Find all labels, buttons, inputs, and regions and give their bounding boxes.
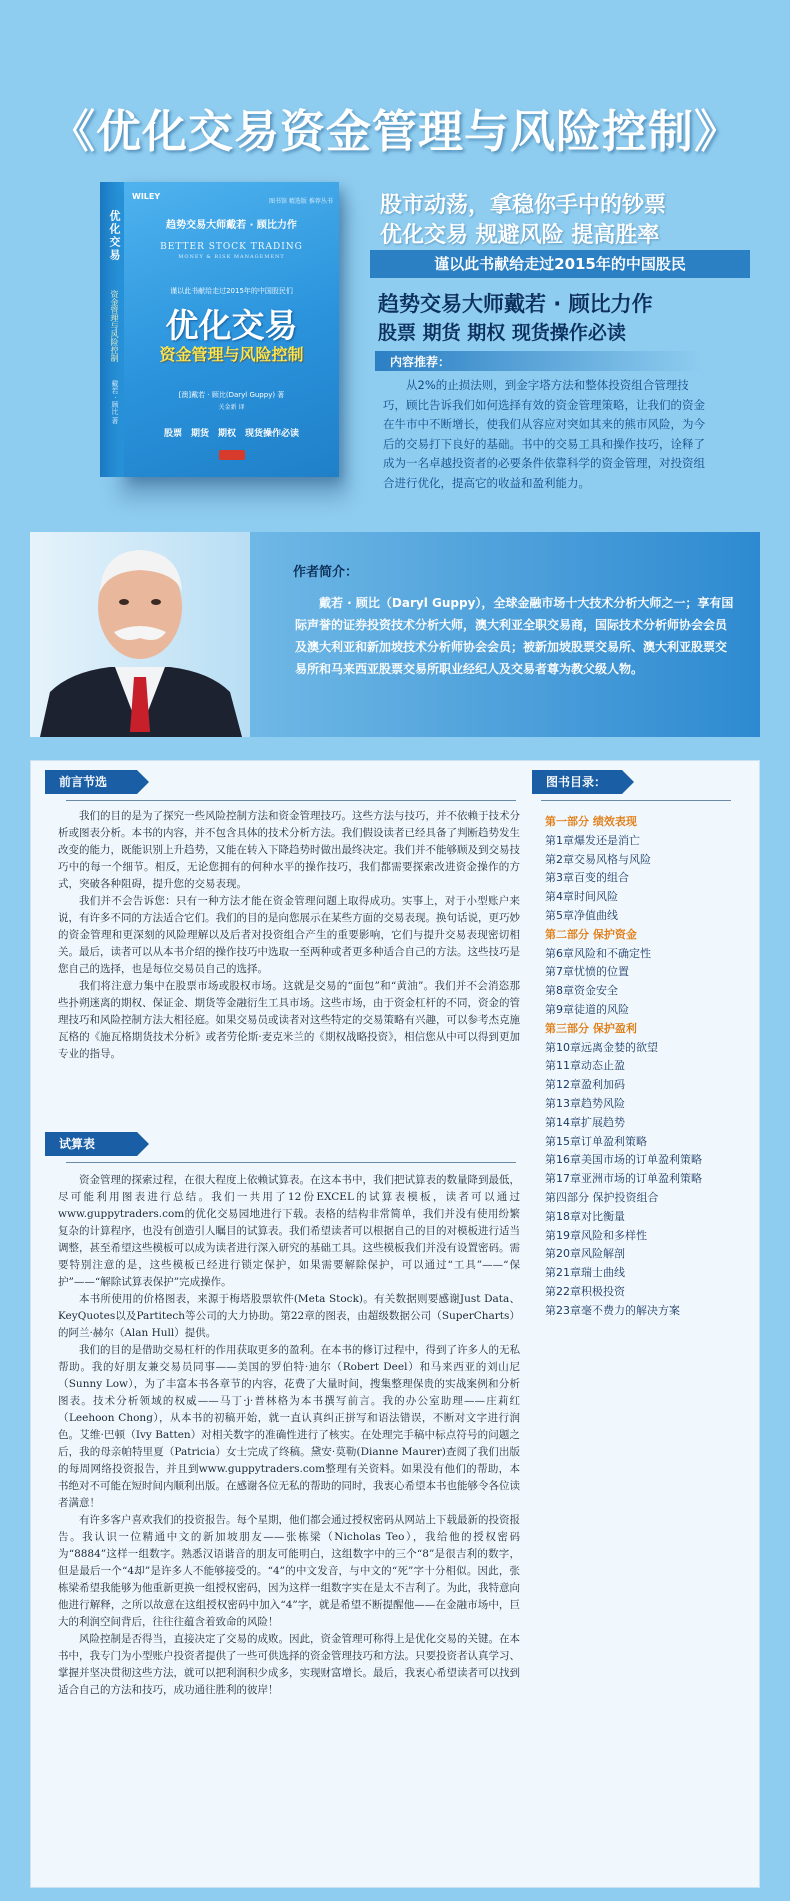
toc-item: 第4章时间风险 xyxy=(545,890,618,904)
toc-item: 第8章资金安全 xyxy=(545,984,618,998)
toc-item: 第18章对比衡量 xyxy=(545,1209,625,1223)
toc-item: 第四部分 保护投资组合 xyxy=(545,1190,659,1204)
book-english-title: BETTER STOCK TRADING xyxy=(160,242,303,252)
author-portrait xyxy=(30,532,250,737)
toc-item: 第21章瑞士曲线 xyxy=(545,1266,625,1280)
preface-paragraph: 我们将注意力集中在股票市场或股权市场。这就是交易的“面包”和“黄油”。我们并不会消恣那些扑朔迷离的期权、保证金、期货等金融衍生工具市场。这些市场，由于资金杠杆的不同，资金的管理技巧和风险控制方法大相径庭。如果交易员或读者对这些特定的交易策略有兴趣，可以参考杰克施瓦格的《施瓦格期货技术分析》或者劳伦斯·麦克米兰的《期权战略投资》，相信您从中可以得到更加专业的指导。 xyxy=(58,980,520,1060)
toc-item: 第三部分 保护盈利 xyxy=(545,1021,637,1035)
toc-item: 第22章积极投资 xyxy=(545,1284,625,1298)
author-bio: 戴若 · 顾比（Daryl Guppy），全球金融市场十大技术分析大师之一；享有国际声誉的证券投资技术分析大师，澳大利亚全职交易商，国际技术分析师协会会员及澳大利亚和新加坡技术分析师协会会员；被新加坡股票交易所、澳大利亚股票交易所和马来西亚股票交易所职业经纪人及交易者尊为教父级人物。 xyxy=(295,596,734,676)
trial-paragraph: 资金管理的探索过程，在很大程度上依赖试算表。在这本书中，我们把试算表的数量降到最低，尽可能利用图表进行总结。我们一共用了12份EXCEL的试算表模板，读者可以通过www.guppytraders.com的优化交易园地进行下载。表格的结构非常简单，我们并没有使用纷繁复杂的计算程序，也没有创造引人瞩目的试算表。我们希望读者可以根据自己的目的对模板进行适当调整，甚至希望这些模板可以成为读者进行深入研究的基础工具。这些模板我们并没有设置密码。需要特别注意的是，这些模板已经进行锁定保护，如果需要解除保护，可以通过“工具”——“保护”——“解除试算表保护”完成操作。 xyxy=(58,1174,520,1288)
book-tagline: 趋势交易大师戴若 · 顾比力作 xyxy=(166,220,297,231)
toc-item: 第20章风险解剖 xyxy=(545,1247,625,1261)
book-dedication: 谨以此书献给走过2015年的中国股民们 xyxy=(170,287,293,295)
toc-item: 第2章交易风格与风险 xyxy=(545,852,651,866)
book-series: 图书馆 精选版 推荐丛书 xyxy=(269,198,333,205)
toc-item: 第17章亚洲市场的订单盈利策略 xyxy=(545,1172,702,1186)
promo-line-1: 股市动荡，拿稳你手中的钞票 xyxy=(380,193,667,218)
preface-rule xyxy=(66,800,516,801)
toc-item: 第一部分 绩效表现 xyxy=(545,815,637,828)
toc-item: 第15章订单盈利策略 xyxy=(545,1134,647,1148)
toc-item: 第5章净值曲线 xyxy=(545,908,618,922)
toc-item: 第19章风险和多样性 xyxy=(545,1228,647,1242)
toc-item: 第7章忧愤的位置 xyxy=(545,965,629,979)
trial-paragraph: 本书所使用的价格图表，来源于梅塔股票软件(Meta Stock)。有关数据则要感谢Just Data、KeyQuotes以及Partitech等公司的大力协助。第22章的图表，由超级数据公司（SuperCharts）的阿兰·赫尔（Alan Hull）提供。 xyxy=(58,1293,520,1339)
toc-item: 第23章毫不费力的解决方案 xyxy=(545,1303,680,1317)
toc-item: 第12章盈利加码 xyxy=(545,1078,625,1092)
toc-rule xyxy=(541,800,731,801)
promo-line-3: 趋势交易大师戴若 · 顾比力作 xyxy=(378,292,653,316)
toc-item: 第10章远离金婪的欲望 xyxy=(545,1040,658,1054)
toc-item: 第二部分 保护资金 xyxy=(545,927,637,941)
book-publisher: WILEY xyxy=(132,192,161,201)
publisher-logo-icon xyxy=(219,450,245,460)
book-spine-title: 优化交易 xyxy=(108,210,121,262)
book-spine-author: 戴若 · 顾比 著 xyxy=(111,380,119,424)
intro-text: 从2%的止损法则，到金字塔方法和整体投资组合管理技巧，顾比告诉我们如何选择有效的资金管理策略，让我们的资金在牛市中不断增长，使我们从容应对突如其来的熊市风险，为今后的交易打下良好的基础。书中的交易工具和操作技巧，诠释了成为一名卓越投资者的必要条件依靠科学的资金管理，对投资组合进行优化，提高它的收益和盈利能力。 xyxy=(383,378,705,490)
book-cover xyxy=(124,182,339,477)
author-label: 作者简介： xyxy=(293,565,359,580)
trial-paragraph: 有许多客户喜欢我们的投资报告。每个星期，他们都会通过授权密码从网站上下载最新的投资报告。我认识一位精通中文的新加坡朋友——张栋梁（Nicholas Teo），我给他的授权密码为“8884”这样一组数字。熟悉汉语谐音的朋友可能明白，这组数字中的三个“8”是很吉利的数字，但是最后一个“4却”是许多人不能够接受的。“4”的中文发音，与中文的“死”字十分相似。因此，张栋梁希望我能够为他重新更换一组授权密码，因为这样一组数字实在是太不吉利了。为此，我特意向他进行解释，之所以故意在这组授权密码中加入“4”字，就是希望不断提醒他——在金融市场中，巨大的利润空间背后，往往往蕴含着致命的风险！ xyxy=(58,1514,520,1628)
toc-item: 第1章爆发还是消亡 xyxy=(545,833,640,847)
toc-item: 第9章徒道的风险 xyxy=(545,1002,629,1016)
trial-paragraph: 我们的目的是借助交易杠杆的作用获取更多的盈利。在本书的修订过程中，得到了许多人的无私帮助。我的好朋友兼交易员同事——美国的罗伯特·迪尔（Robert Deel）和马来西亚的刘山尼（Sunny Low），为了丰富本书各章节的内容，花费了大量时间，搜集整理保贵的实战案例和分析图表。技术分析领域的权威——马丁·j·普林格为本书撰写前言。我的办公室助理——庄莉红（Leehoon Chong），从本书的初稿开始，就一直认真纠正拼写和语法错误，不断对文字进行润色。艾维·巴顿（Ivy Batten）对相关数字的准确性进行了核实。在处理完手稿中标点符号的问题之后，我的母亲帕特里夏（Patricia）女士完成了终稿。黛安·莫勒(Dianne Maurer)查阅了我们出版的每周网络投资报告，并且到www.guppytraders.com整理有关资料。如果没有他们的帮助，本书绝对不可能在短时间内顺利出版。在感谢各位无私的帮助的同时，我衷心希望本书也能够令各位读者满意！ xyxy=(58,1344,520,1509)
toc-item: 第16章美国市场的订单盈利策略 xyxy=(545,1153,702,1167)
preface-paragraph: 我们的目的是为了探究一些风险控制方法和资金管理技巧。这些方法与技巧，并不依赖于技术分析或图表分析。本书的内容，并不包含具体的技术分析方法。我们假设读者已经具备了判断趋势发生改变的能力，既能识别上升趋势，又能在转入下降趋势时做出最终决定。我们并不能够顾及到交易技巧中的每一个细节。相反，无论您拥有的何种水平的操作技巧，我们都需要探索改进资金操作的方式，突破各种阻碍，提升您的交易表现。 xyxy=(58,810,520,890)
book-english-subtitle: MONEY & RISK MANAGEMENT xyxy=(178,254,285,260)
promo-line-4: 股票 期货 期权 现货操作必读 xyxy=(378,322,626,344)
book-title: 优化交易 xyxy=(165,306,298,345)
toc-item: 第11章动态止盈 xyxy=(545,1059,625,1073)
book-author: [澳]戴若 · 顾比(Daryl Guppy) 著 xyxy=(178,391,285,399)
trial-paragraph: 风险控制是否得当，直接决定了交易的成败。因此，资金管理可称得上是优化交易的关键。在本书中，我专门为小型账户投资者提供了一些可供选择的资金管理技巧和方法。只要投资者认真学习、掌握并坚决贯彻这些方法，就可以把利润积少成多，实现财富增长。最后，我衷心希望读者可以找到适合自己的方法和技巧，成功通往胜利的彼岸！ xyxy=(58,1633,520,1696)
book-translator: 关金新 译 xyxy=(218,404,245,411)
promo-line-2: 优化交易 规避风险 提高胜率 xyxy=(380,223,660,248)
page-title: 《优化交易资金管理与风险控制》 xyxy=(49,105,740,158)
toc-item: 第3章百变的组合 xyxy=(545,871,629,885)
preface-paragraph: 我们并不会告诉您：只有一种方法才能在资金管理问题上取得成功。实事上，对于小型账户来说，有许多不同的方法适合它们。我们的目的是向您展示在某些方面的交易表现。换句话说，更巧妙的资金管理和更深刻的风险理解以及后者对投资组合产生的重要影响，它们与提升交易表现密切相关。最后，读者可以从本书介绍的操作技巧中选取一至两种或者更多种适合自己的方法。这些技巧是您自己的选择，也是每位交易员自己的选择。 xyxy=(58,895,520,975)
preface-header: 前言节选 xyxy=(45,770,137,794)
toc-list xyxy=(545,813,745,1321)
intro-label: 内容推荐： xyxy=(390,355,451,369)
trial-header: 试算表 xyxy=(45,1132,137,1156)
trial-body xyxy=(58,1172,520,1699)
toc-item: 第6章风险和不确定性 xyxy=(545,946,651,960)
toc-item: 第13章趋势风险 xyxy=(545,1096,625,1110)
promo-banner: 谨以此书献给走过2015年的中国股民 xyxy=(370,250,750,278)
book-spine-subtitle: 资金管理与风险控制 xyxy=(110,290,119,362)
preface-body xyxy=(58,808,520,1063)
book-bottom-line: 股票 期货 期权 现货操作必读 xyxy=(163,429,299,439)
book-subtitle: 资金管理与风险控制 xyxy=(159,345,304,364)
toc-item: 第14章扩展趋势 xyxy=(545,1115,625,1129)
toc-header: 图书目录： xyxy=(532,770,622,794)
trial-rule xyxy=(66,1162,516,1163)
